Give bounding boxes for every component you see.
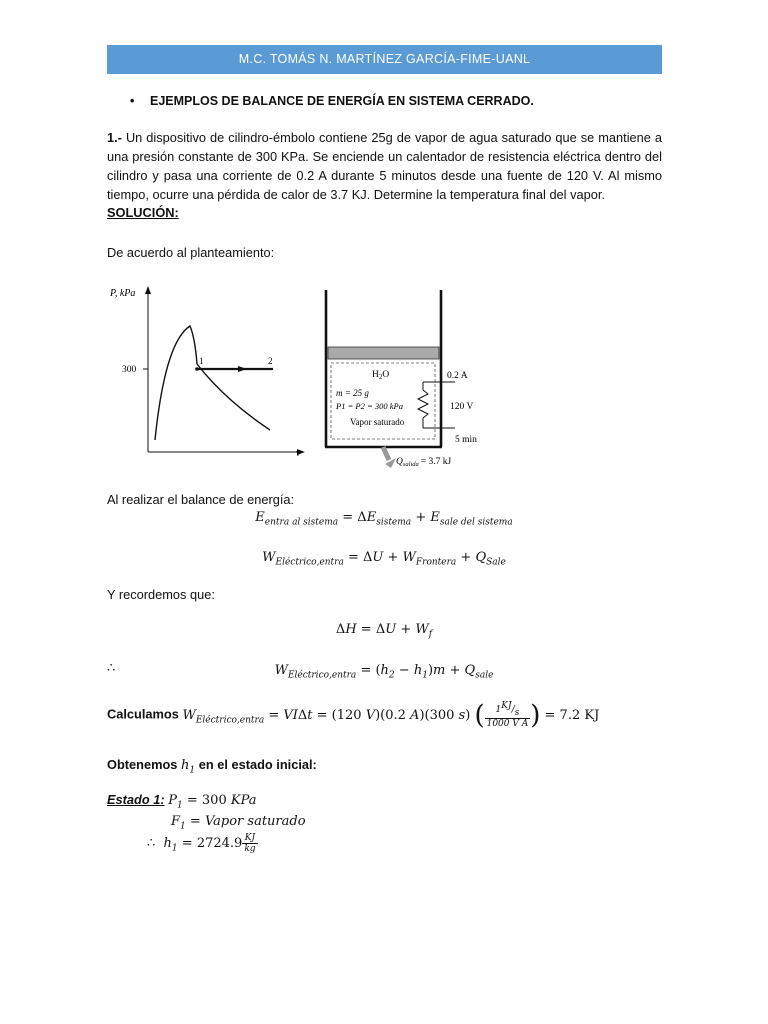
- problem-text: Un dispositivo de cilindro-émbolo contiene 25g de vapor de agua saturado que se mantiene a una presión constante de 300 KPa. Se enciende un calentador de resistencia eléctrica dentro del cilindro y pasa una corriente de 0.2 A durante 5 minutos desde una fuente de 120 V. Al mismo tiempo, ocurre una pérdida de calor de 3.7 KJ. Determine la temperatura final del vapor.: [107, 130, 663, 202]
- v-axis-label: v: [296, 448, 301, 459]
- obtain-line: Obtenemos $h_1$ en el estado inicial:: [107, 757, 317, 776]
- state-1-block: [107, 792, 306, 854]
- calc-label: Calculamos: [107, 706, 179, 722]
- section-heading: [130, 94, 534, 108]
- problem-statement: [107, 128, 662, 204]
- heat-loss-arrow: [383, 447, 389, 460]
- recall-text: Y recordemos que:: [107, 587, 215, 602]
- process-arrow: [238, 366, 247, 372]
- piston: [328, 347, 439, 359]
- p-axis-arrow: [145, 286, 151, 294]
- current-label: 0.2 A: [447, 371, 468, 381]
- page-header: M.C. TOMÁS N. MARTÍNEZ GARCÍA-FIME-UANL: [107, 45, 662, 74]
- calc-expression: $W_{Eléctrico,entra} = VI\Delta t = (120$ V)(0.2 A)(300 s) ( $\frac{1^{KJ}/_s}{\text{1000 V A}}$ ) = 7.2 KJ: [182, 700, 600, 730]
- time-label: 5 min: [455, 435, 477, 445]
- enthalpy-equation: $\Delta H = \Delta U + W_f$: [335, 622, 433, 640]
- state-1-phase: $F_1$ = Vapor saturado: [171, 813, 306, 832]
- bullet-point: •: [130, 94, 135, 108]
- voltage-label: 120 V: [450, 402, 474, 412]
- problem-number: 1.-: [107, 130, 122, 145]
- state-label: Vapor saturado: [350, 417, 405, 427]
- saturation-dome: [155, 326, 270, 440]
- piston-cylinder: [325, 290, 477, 468]
- state-1-pressure: Estado 1: $P_1 = 300$ KPa: [107, 792, 257, 811]
- pv-diagram: [109, 286, 305, 459]
- substance-label: $H_2O$: [372, 370, 390, 381]
- p-axis-label: P, kPa: [110, 288, 136, 299]
- energy-balance-equation: $E_{entra al sistema} = \Delta E_{sistema} + E_{sale del sistema}$: [255, 510, 513, 528]
- intro-text: De acuerdo al planteamiento:: [107, 245, 275, 260]
- solution-label: SOLUCIÓN:: [107, 205, 179, 220]
- pressure-tick-label: 300: [122, 365, 137, 375]
- work-enthalpy-equation: $W_{Eléctrico,entra} = (h_2 - h_1)m + Q_{sale}$: [274, 663, 494, 681]
- problem-figure: [105, 282, 505, 472]
- heat-loss-label: $Q_{salida} = 3.7$ kJ: [396, 457, 452, 468]
- electrical-work-calculation: [107, 700, 599, 730]
- balance-intro: Al realizar el balance de energía:: [107, 492, 295, 507]
- therefore-symbol: ∴: [107, 661, 116, 676]
- work-balance-equation: $W_{Eléctrico,entra} = \Delta U + W_{Frontera} + Q_{Sale}$: [262, 550, 506, 568]
- section-heading-text: EJEMPLOS DE BALANCE DE ENERGÍA EN SISTEMA CERRADO.: [150, 94, 534, 108]
- state-2-label: 2: [268, 356, 273, 366]
- resistor-heater: [418, 390, 428, 418]
- state-1-label: 1: [199, 356, 204, 366]
- mass-label: m = 25 g: [336, 388, 369, 398]
- state-1-label: Estado 1:: [107, 792, 165, 807]
- state-1-enthalpy: ∴ $h_1 = 2724.9$ $\frac{KJ}{kg}$: [147, 833, 256, 855]
- state-1-point: [195, 367, 199, 371]
- pressure-label: P1 = P2 = 300 kPa: [336, 401, 403, 411]
